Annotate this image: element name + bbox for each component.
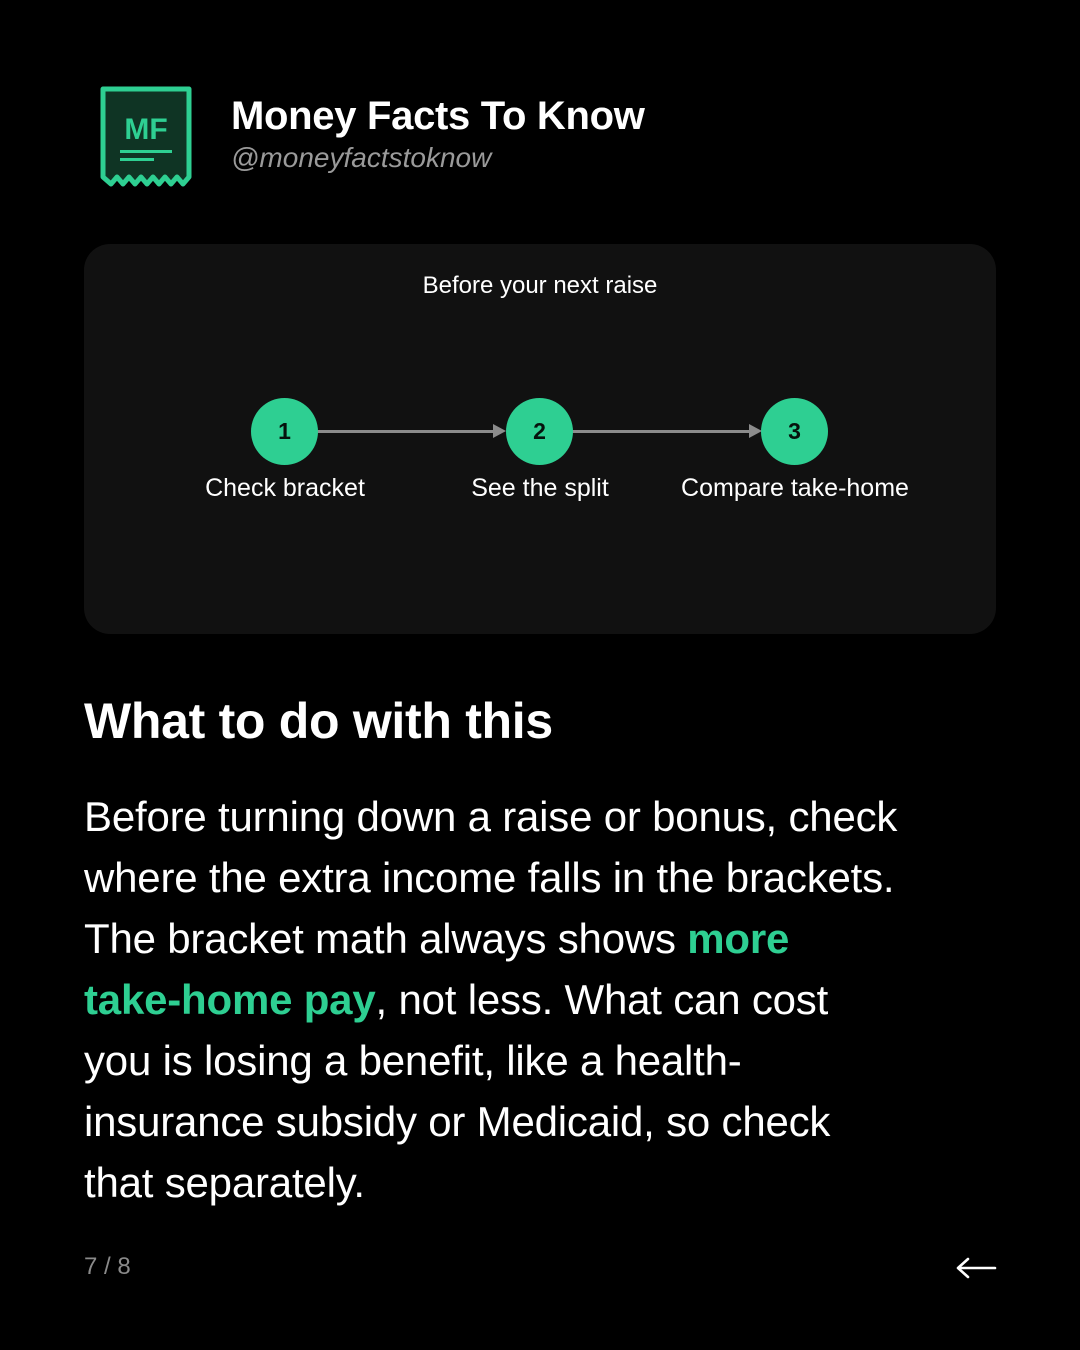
body-line <box>84 908 1004 969</box>
body-line <box>84 969 1004 1030</box>
body-line: that separately. <box>84 1159 365 1206</box>
diagram-title: Before your next raise <box>422 272 658 299</box>
arrow-left-icon[interactable] <box>954 1252 998 1284</box>
step-number-3: 3 <box>761 398 828 465</box>
body-text-segment: The bracket math always shows <box>84 915 688 962</box>
step-number-2: 2 <box>506 398 573 465</box>
brand-logo <box>100 86 192 188</box>
body-text-segment: , not less. What can cost <box>375 976 829 1023</box>
step-label-1: Check bracket <box>205 474 365 502</box>
arrowhead-icon <box>493 424 506 438</box>
page-indicator: 7 / 8 <box>84 1253 131 1280</box>
step-label-3: Compare take-home <box>681 474 909 502</box>
body-line: Before turning down a raise or bonus, check <box>84 793 898 840</box>
step-connector-1-2 <box>316 430 502 433</box>
body-line: insurance subsidy or Medicaid, so check <box>84 1098 831 1145</box>
highlighted-text: more <box>687 915 790 962</box>
brand-name: Money Facts To Know <box>231 94 645 138</box>
logo-text: MF <box>124 113 168 146</box>
body-line: you is losing a benefit, like a health- <box>84 1037 742 1084</box>
highlighted-text: take-home pay <box>84 976 376 1023</box>
section-heading: What to do with this <box>84 693 553 749</box>
step-label-2: See the split <box>471 474 609 502</box>
step-number-1: 1 <box>251 398 318 465</box>
body-paragraph <box>84 786 1004 1213</box>
brand-handle: @moneyfactstoknow <box>231 142 492 173</box>
step-connector-2-3 <box>572 430 758 433</box>
body-line: where the extra income falls in the brackets. <box>84 854 895 901</box>
